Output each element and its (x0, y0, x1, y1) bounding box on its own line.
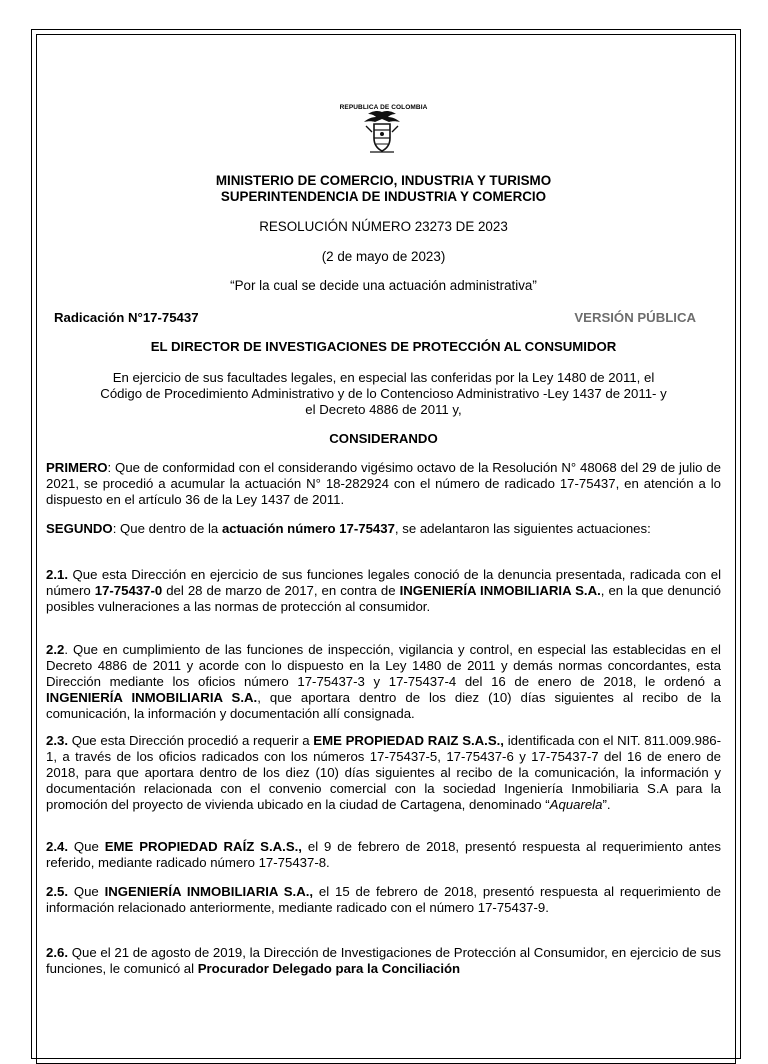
ministerio-line: MINISTERIO DE COMERCIO, INDUSTRIA Y TURISMO (215, 173, 552, 188)
paragraph-bold-text: Procurador Delegado para la Conciliación (197, 961, 461, 976)
paragraph-bold-text: INGENIERÍA INMOBILIARIA S.A. (46, 690, 258, 705)
resolution-number: RESOLUCIÓN NÚMERO 23273 DE 2023 (259, 219, 508, 234)
ministry-heading (46, 173, 721, 205)
coat-of-arms-icon (358, 108, 406, 156)
facultades-line: el Decreto 4886 de 2011 y, (305, 402, 462, 417)
paragraph-text: ”. (602, 797, 611, 812)
paragraph-label: 2.4. (46, 839, 68, 854)
paragraph-text: : Que de conformidad con el considerando vigésimo octavo de la Resolución N° 48068 del 29 de julio de 2021, se procedió a acumular la actuación N° 18-282924 con el número de radicado 17-75437, en atención a lo dispuesto en el artículo 36 de la Ley 1437 de 2011. (46, 460, 721, 507)
paragraph-label: SEGUNDO (46, 521, 113, 536)
paragraph-2-3 (46, 733, 721, 813)
paragraph-2-6 (46, 945, 721, 977)
paragraph-bold-text: EME PROPIEDAD RAIZ S.A.S., (313, 733, 504, 748)
paragraph-2-4 (46, 839, 721, 871)
paragraph-primero (46, 460, 721, 508)
radicacion-number: Radicación N°17-75437 (54, 310, 199, 325)
facultades-paragraph (46, 370, 721, 418)
paragraph-label: 2.6. (46, 945, 68, 960)
paragraph-text: Que el 21 de agosto de 2019, la Dirección de Investigaciones de Protección al Consumidor, en ejercicio de sus funciones, le comunicó al (46, 945, 721, 976)
paragraph-text: Que (68, 884, 105, 899)
paragraph-bold-text: actuación número 17-75437 (221, 521, 395, 536)
superintendencia-line: SUPERINTENDENCIA DE INDUSTRIA Y COMERCIO (220, 189, 547, 204)
resolution-epigraph: “Por la cual se decide una actuación administrativa” (230, 278, 537, 293)
paragraph-bold-text: INGENIERÍA INMOBILIARIA S.A. (399, 583, 601, 598)
paragraph-text: identificada con el NIT. 811.009.986-1, a través de los oficios radicados con los números 17-75437-5, 17-75437-6 y 17-75437-7 del 16 de enero de 2018, para que aportara dentro de los diez (10) días siguientes al recibo de la comunicación, la información y documentación relacionada con el convenio comercial con la sociedad Ingeniería Inmobiliaria S.A para la promoción del proyecto de vivienda ubicado en la ciudad de Cartagena, denominado “ (46, 733, 722, 812)
director-heading: EL DIRECTOR DE INVESTIGACIONES DE PROTECCIÓN AL CONSUMIDOR (150, 339, 617, 354)
considerando-heading: CONSIDERANDO (329, 431, 438, 446)
paragraph-text: Que esta Dirección en ejercicio de sus funciones legales conoció de la denuncia presentada, radicada con el número (46, 567, 721, 598)
paragraph-text: del 28 de marzo de 2017, en contra de (162, 583, 400, 598)
paragraph-bold-text: 17-75437-0 (94, 583, 163, 598)
paragraph-text: : Que dentro de la (112, 521, 222, 536)
resolution-date: (2 de mayo de 2023) (321, 249, 446, 264)
paragraph-bold-text: EME PROPIEDAD RAÍZ S.A.S., (104, 839, 302, 854)
paragraph-text: el 15 de febrero de 2018, presentó respuesta al requerimiento de información relacionado anteriormente, mediante radicado con el número 17-75437-9. (46, 884, 721, 915)
paragraph-text: . Que en cumplimiento de las funciones de inspección, vigilancia y control, en especial las establecidas en el Decreto 4886 de 2011 y acorde con lo dispuesto en la Ley 1480 de 2011 y demás normas concordantes, esta Dirección mediante los oficios número 17-75437-3 y 17-75437-4 del 16 de enero de 2018, le ordenó a (46, 642, 721, 689)
paragraph-segundo (46, 521, 721, 537)
paragraph-label: 2.1. (46, 567, 68, 582)
facultades-line: En ejercicio de sus facultades legales, en especial las conferidas por la Ley 1480 de 2011, el (112, 370, 655, 385)
paragraph-text: , que aportara dentro de los diez (10) días siguientes al recibo de la comunicación, la información y documentación allí consignada. (46, 690, 721, 721)
paragraph-bold-text: INGENIERÍA INMOBILIARIA S.A., (104, 884, 314, 899)
paragraph-2-2 (46, 642, 721, 722)
paragraph-label: PRIMERO (46, 460, 108, 475)
republica-label: REPUBLICA DE COLOMBIA (339, 104, 428, 111)
version-label: VERSIÓN PÚBLICA (574, 310, 696, 325)
paragraph-label: 2.2 (46, 642, 65, 657)
paragraph-label: 2.5. (46, 884, 68, 899)
paragraph-text: Que (68, 839, 105, 854)
paragraph-italic-text: Aquarela (549, 797, 603, 812)
paragraph-text: , se adelantaron las siguientes actuaciones: (394, 521, 651, 536)
paragraph-text: el 9 de febrero de 2018, presentó respuesta al requerimiento antes referido, mediante radicado número 17-75437-8. (46, 839, 721, 870)
facultades-line: Código de Procedimiento Administrativo y de lo Contencioso Administrativo -Ley 1437 de 2011- y (100, 386, 667, 401)
paragraph-label: 2.3. (46, 733, 68, 748)
paragraph-text: , en la que denunció posibles vulneraciones a las normas de protección al consumidor. (46, 583, 721, 614)
paragraph-2-1 (46, 567, 721, 615)
paragraph-2-5 (46, 884, 721, 916)
paragraph-text: Que esta Dirección procedió a requerir a (68, 733, 314, 748)
